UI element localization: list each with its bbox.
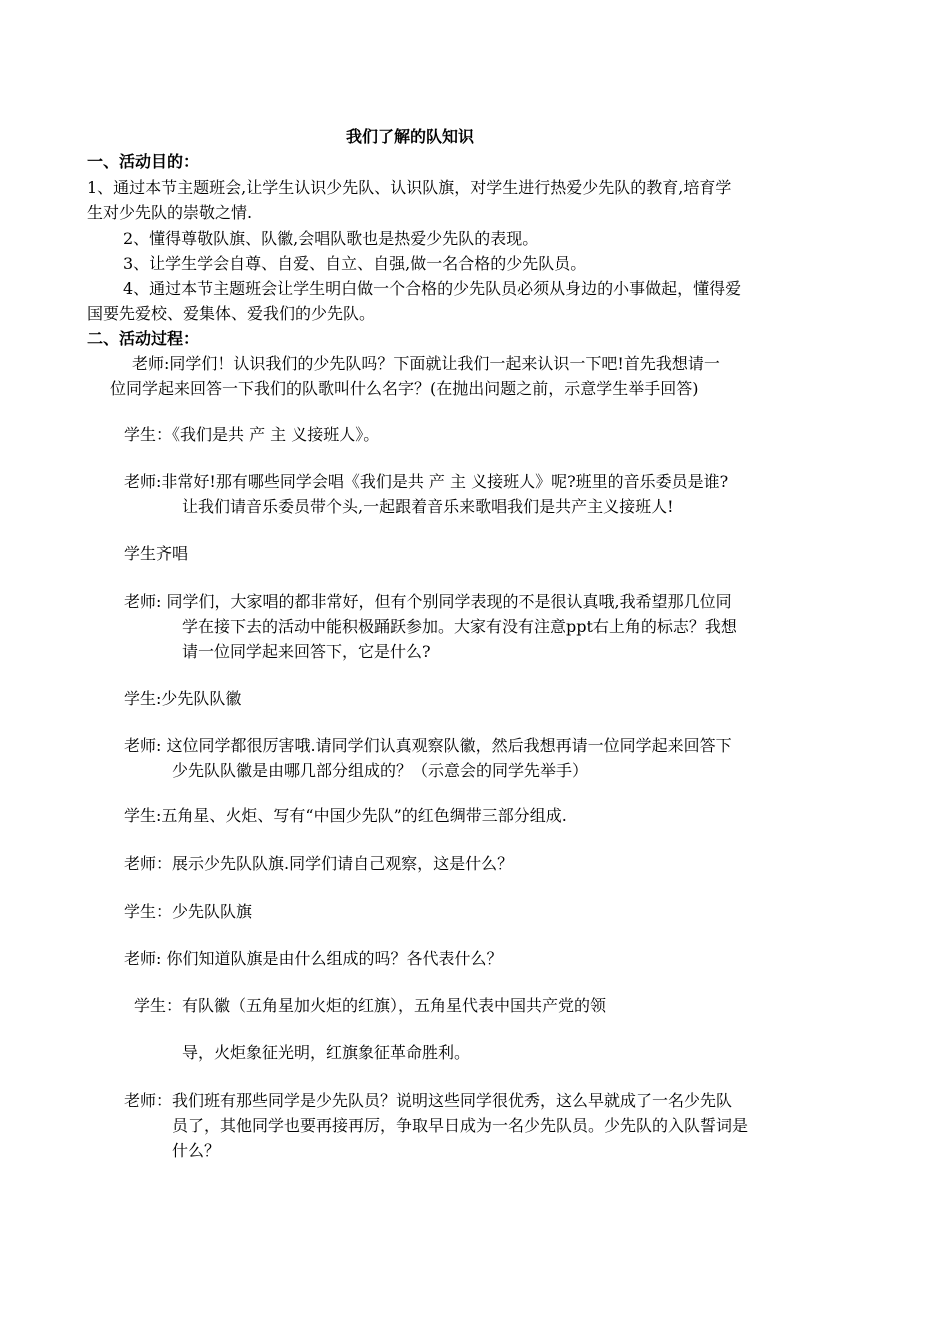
dialogue-6: 学生:少先队队徽 (124, 689, 242, 708)
objective-1-line-1: 1、通过本节主题班会,让学生认识少先队、认识队旗，对学生进行热爱少先队的教育,培育学 (87, 178, 732, 197)
objective-4-line-2: 国要先爱校、爱集体、爱我们的少先队。 (87, 304, 376, 323)
dialogue-3-line-1: 老师:非常好!那有哪些同学会唱《我们是共 产 主 义接班人》呢?班里的音乐委员是谁? (124, 472, 729, 491)
dialogue-4: 学生齐唱 (124, 544, 189, 563)
dialogue-1-line-2: 位同学起来回答一下我们的队歌叫什么名字？(在抛出问题之前，示意学生举手回答) (110, 379, 699, 398)
objective-4-line-1: 4、通过本节主题班会让学生明白做一个合格的少先队员必须从身边的小事做起，懂得爱 (123, 279, 742, 298)
dialogue-11: 老师: 你们知道队旗是由什么组成的吗？各代表什么？ (124, 949, 503, 968)
objective-2: 2、懂得尊敬队旗、队徽,会唱队歌也是热爱少先队的表现。 (123, 229, 539, 248)
dialogue-7-line-1: 老师: 这位同学都很厉害哦.请同学们认真观察队徽，然后我想再请一位同学起来回答下 (124, 736, 732, 755)
dialogue-1-line-1: 老师:同学们！认识我们的少先队吗？下面就让我们一起来认识一下吧!首先我想请一 (132, 354, 720, 373)
section-heading-objectives: 一、活动目的： (87, 152, 200, 171)
dialogue-2: 学生：《我们是共 产 主 义接班人》。 (124, 425, 380, 444)
dialogue-10: 学生：少先队队旗 (124, 902, 253, 921)
dialogue-13-line-2: 员了，其他同学也要再接再厉，争取早日成为一名少先队员。少先队的入队誓词是 (172, 1116, 749, 1135)
dialogue-5-line-1: 老师: 同学们，大家唱的都非常好，但有个别同学表现的不是很认真哦,我希望那几位同 (124, 592, 732, 611)
dialogue-13-line-3: 什么？ (172, 1141, 221, 1160)
dialogue-3-line-2: 让我们请音乐委员带个头,一起跟着音乐来歌唱我们是共产主义接班人! (182, 497, 674, 516)
dialogue-7-line-2: 少先队队徽是由哪几部分组成的？（示意会的同学先举手） (172, 761, 589, 780)
page-title: 我们了解的队知识 (346, 127, 475, 146)
section-heading-process: 二、活动过程： (87, 329, 200, 348)
dialogue-5-line-2: 学在接下去的活动中能积极踊跃参加。大家有没有注意ppt右上角的标志？我想 (182, 617, 737, 636)
dialogue-13-line-1: 老师：我们班有那些同学是少先队员？说明这些同学很优秀，这么早就成了一名少先队 (124, 1091, 733, 1110)
dialogue-12-line-1: 学生：有队徽（五角星加火炬的红旗），五角星代表中国共产党的领 (134, 996, 607, 1015)
objective-1-line-2: 生对少先队的崇敬之情. (87, 203, 253, 222)
dialogue-9: 老师：展示少先队队旗.同学们请自己观察，这是什么？ (124, 854, 514, 873)
dialogue-8: 学生:五角星、火炬、写有“中国少先队”的红色绸带三部分组成. (124, 806, 567, 825)
objective-3: 3、让学生学会自尊、自爱、自立、自强,做一名合格的少先队员。 (123, 254, 587, 273)
dialogue-12-line-2: 导，火炬象征光明，红旗象征革命胜利。 (182, 1043, 471, 1062)
dialogue-5-line-3: 请一位同学起来回答下，它是什么? (182, 642, 431, 661)
